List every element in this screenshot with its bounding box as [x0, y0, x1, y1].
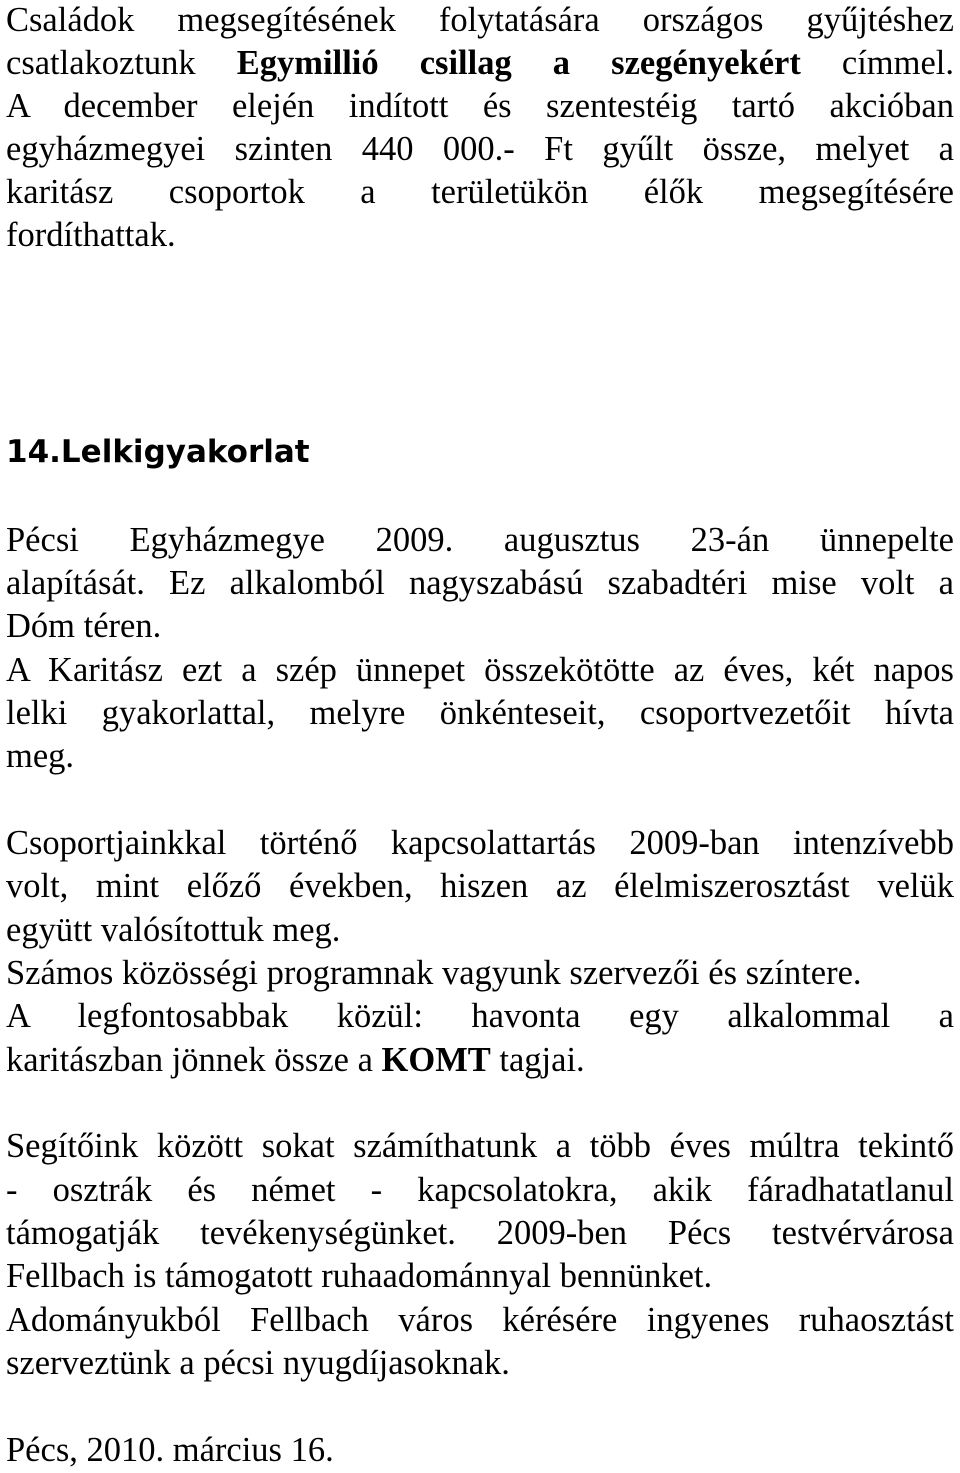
paragraph-4-line-2: volt, mint előző években, hiszen az élelmiszerosztást velük — [6, 867, 954, 905]
paragraph-3-line-3: meg. — [6, 737, 75, 775]
paragraph-1-line-6: fordíthattak. — [6, 216, 176, 254]
paragraph-1-line-2 — [6, 43, 954, 83]
paragraph-4-line-1: Csoportjainkkal történő kapcsolattartás 2009-ban intenzívebb — [6, 824, 954, 862]
campaign-name: Egymillió csillag a szegényekért — [236, 44, 801, 82]
paragraph-4-line-6 — [6, 1040, 954, 1080]
paragraph-1-line-5: karitász csoportok a területükön élők megsegítésére — [6, 173, 954, 211]
section-heading: 14.Lelkigyakorlat — [6, 434, 310, 470]
paragraph-3-line-1: A Karitász ezt a szép ünnepet összekötötte az éves, két napos — [6, 651, 954, 689]
date-line: Pécs, 2010. március 16. — [6, 1431, 334, 1469]
paragraph-2-line-1: Pécsi Egyházmegye 2009. augusztus 23-án ünnepelte — [6, 521, 954, 559]
text-span: címmel. — [841, 44, 954, 82]
paragraph-1-line-3: A december elején indított és szentestéig tartó akcióban — [6, 87, 954, 125]
paragraph-4-line-5: A legfontosabbak közül: havonta egy alkalommal a — [6, 997, 954, 1035]
paragraph-2-line-2: alapítását. Ez alkalomból nagyszabású szabadtéri mise volt a — [6, 564, 954, 602]
paragraph-1-line-4: egyházmegyei szinten 440 000.- Ft gyűlt össze, melyet a — [6, 130, 954, 168]
paragraph-5-line-6: szerveztünk a pécsi nyugdíjasoknak. — [6, 1344, 510, 1382]
paragraph-2-line-3: Dóm téren. — [6, 607, 162, 645]
text-span: tagjai. — [499, 1041, 585, 1079]
paragraph-5-line-5: Adományukból Fellbach város kérésére ingyenes ruhaosztást — [6, 1301, 954, 1339]
paragraph-5-line-4: Fellbach is támogatott ruhaadománnyal bennünket. — [6, 1257, 713, 1295]
paragraph-5-line-3: támogatják tevékenységünket. 2009-ben Pécs testvérvárosa — [6, 1214, 954, 1252]
organization-name: KOMT — [381, 1041, 491, 1079]
paragraph-4-line-4: Számos közösségi programnak vagyunk szervezői és színtere. — [6, 954, 862, 992]
text-span: karitászban jönnek össze a — [6, 1041, 373, 1079]
paragraph-5-line-2: - osztrák és német - kapcsolatokra, akik fáradhatatlanul — [6, 1171, 954, 1209]
text-span: csatlakoztunk — [6, 44, 196, 82]
paragraph-1-line-1: Családok megsegítésének folytatására országos gyűjtéshez — [6, 1, 954, 39]
paragraph-3-line-2: lelki gyakorlattal, melyre önkénteseit, csoportvezetőit hívta — [6, 694, 954, 732]
paragraph-5-line-1: Segítőink között sokat számíthatunk a több éves múltra tekintő — [6, 1127, 954, 1165]
paragraph-4-line-3: együtt valósítottuk meg. — [6, 911, 341, 949]
